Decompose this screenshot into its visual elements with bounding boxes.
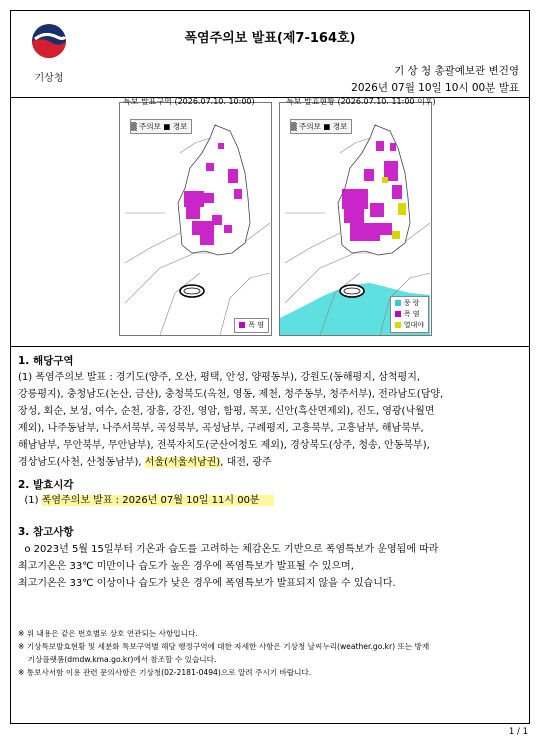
footnote: ※ 위 내용은 같은 번호별로 상호 연관되는 사항입니다. [18, 629, 198, 638]
highlighted-area: 서울(서울서남권) [144, 457, 221, 468]
swatch-icon [395, 300, 401, 306]
issuer-line: 기 상 청 총괄예보관 변건영 [394, 65, 519, 77]
warning-issue-map [119, 102, 272, 336]
divider [11, 346, 529, 347]
footnote: 기상플랫폼(dmdw.kma.go.kr)에서 참조할 수 있습니다. [18, 655, 217, 664]
issued-time: 2026년 07월 10일 10시 00분 발표 [351, 82, 519, 94]
map-legend [390, 296, 429, 333]
swatch-icon [395, 311, 401, 317]
divider [11, 97, 529, 98]
text-line [18, 454, 519, 471]
legend-item [395, 309, 424, 320]
legend-label: 풍 랑 [403, 299, 420, 307]
text-span: , 대전, 광주 [220, 457, 272, 468]
legend-label: 열대야 [403, 321, 424, 329]
text-line: 강릉평지), 충청남도(논산, 금산), 충청북도(옥천, 영동, 제천, 청주동부, 청주서부), 전라남도(담양, [18, 389, 444, 400]
footnote: ※ 기상특보발효현황 및 세분화 특보구역별 해당 행정구역에 대한 자세한 사항은 기상청 날씨누리(weather.go.kr) 또는 방재 [18, 642, 430, 651]
footnote: ※ 통보사서함 이용 관련 문의사항은 기상청(02-2181-0494)으로 알려 주시기 바랍니다. [18, 668, 312, 677]
notes-reference [18, 541, 519, 592]
text-line: 최고기온은 33℃ 미만이나 습도가 높은 경우에 폭염특보가 발표될 수 있으며, [18, 561, 354, 572]
item-number: (1) [18, 495, 42, 506]
legend-label: 폭 염 [248, 321, 264, 329]
maps-section [11, 99, 529, 346]
map-legend-top: ▒ 주의보 ■ 경보 [290, 119, 352, 134]
text-line: (1) 폭염주의보 발표 : 경기도(양주, 오산, 평택, 안성, 양평동부), 강원도(동해평지, 삼척평지, [18, 372, 421, 383]
legend-item [395, 320, 424, 331]
issue-map-graphic [120, 103, 271, 335]
section-heading: 2. 발효시각 [18, 479, 74, 491]
text-line: 해남남부, 무안북부, 무안남부), 전북자치도(군산어청도 제외), 경상북도(상주, 청송, 안동북부), [18, 440, 430, 451]
text-line: 장성, 회순, 보성, 여수, 순천, 장흥, 강진, 영암, 함평, 목포, 신안(흑산면제외), 진도, 영광(낙월면 [18, 406, 435, 417]
text-line: o 2023년 5월 15일부터 기온과 습도를 고려하는 체감온도 기반으로 폭염특보가 운영됨에 따라 [18, 544, 439, 555]
issue-map-title: 특보 발표구역 (2026.07.10. 10:00) [123, 97, 255, 106]
section-heading: 3. 참고사항 [18, 526, 74, 538]
swatch-icon [239, 322, 245, 328]
map-legend-top: ▒ 주의보 ■ 경보 [130, 119, 192, 134]
footnotes [18, 627, 519, 679]
text-span: 경상남도(사천, 산청동남부), [18, 457, 145, 468]
highlighted-time: 폭염주의보 발표 : 2026년 07월 10일 11시 00분 [42, 495, 274, 506]
section-heading: 1. 해당구역 [18, 355, 74, 367]
text-line: 최고기온은 33℃ 이상이나 습도가 낮은 경우에 폭염특보가 발표되지 않을 수 있습니다. [18, 578, 396, 589]
bulletin-page [10, 10, 530, 724]
legend-label: 폭 염 [403, 310, 420, 318]
bulletin-title: 폭염주의보 발표(제7-164호) [184, 31, 356, 46]
affected-areas [18, 369, 519, 471]
legend-item [239, 320, 264, 331]
warning-status-map [279, 102, 432, 336]
page-number: 1 / 1 [508, 727, 528, 737]
logo-text: 기상청 [34, 73, 64, 84]
legend-item [395, 298, 424, 309]
status-map-title: 특보 발효현황 (2026.07.10. 11:00 이후) [286, 97, 436, 106]
map-legend [234, 318, 269, 333]
swatch-icon [395, 322, 401, 328]
text-line: 제외), 나주동남부, 나주서북부, 곡성북부, 곡성남부, 구례평지, 고흥북부, 고흥남부, 해남북부, [18, 423, 424, 434]
effective-time [18, 492, 519, 509]
